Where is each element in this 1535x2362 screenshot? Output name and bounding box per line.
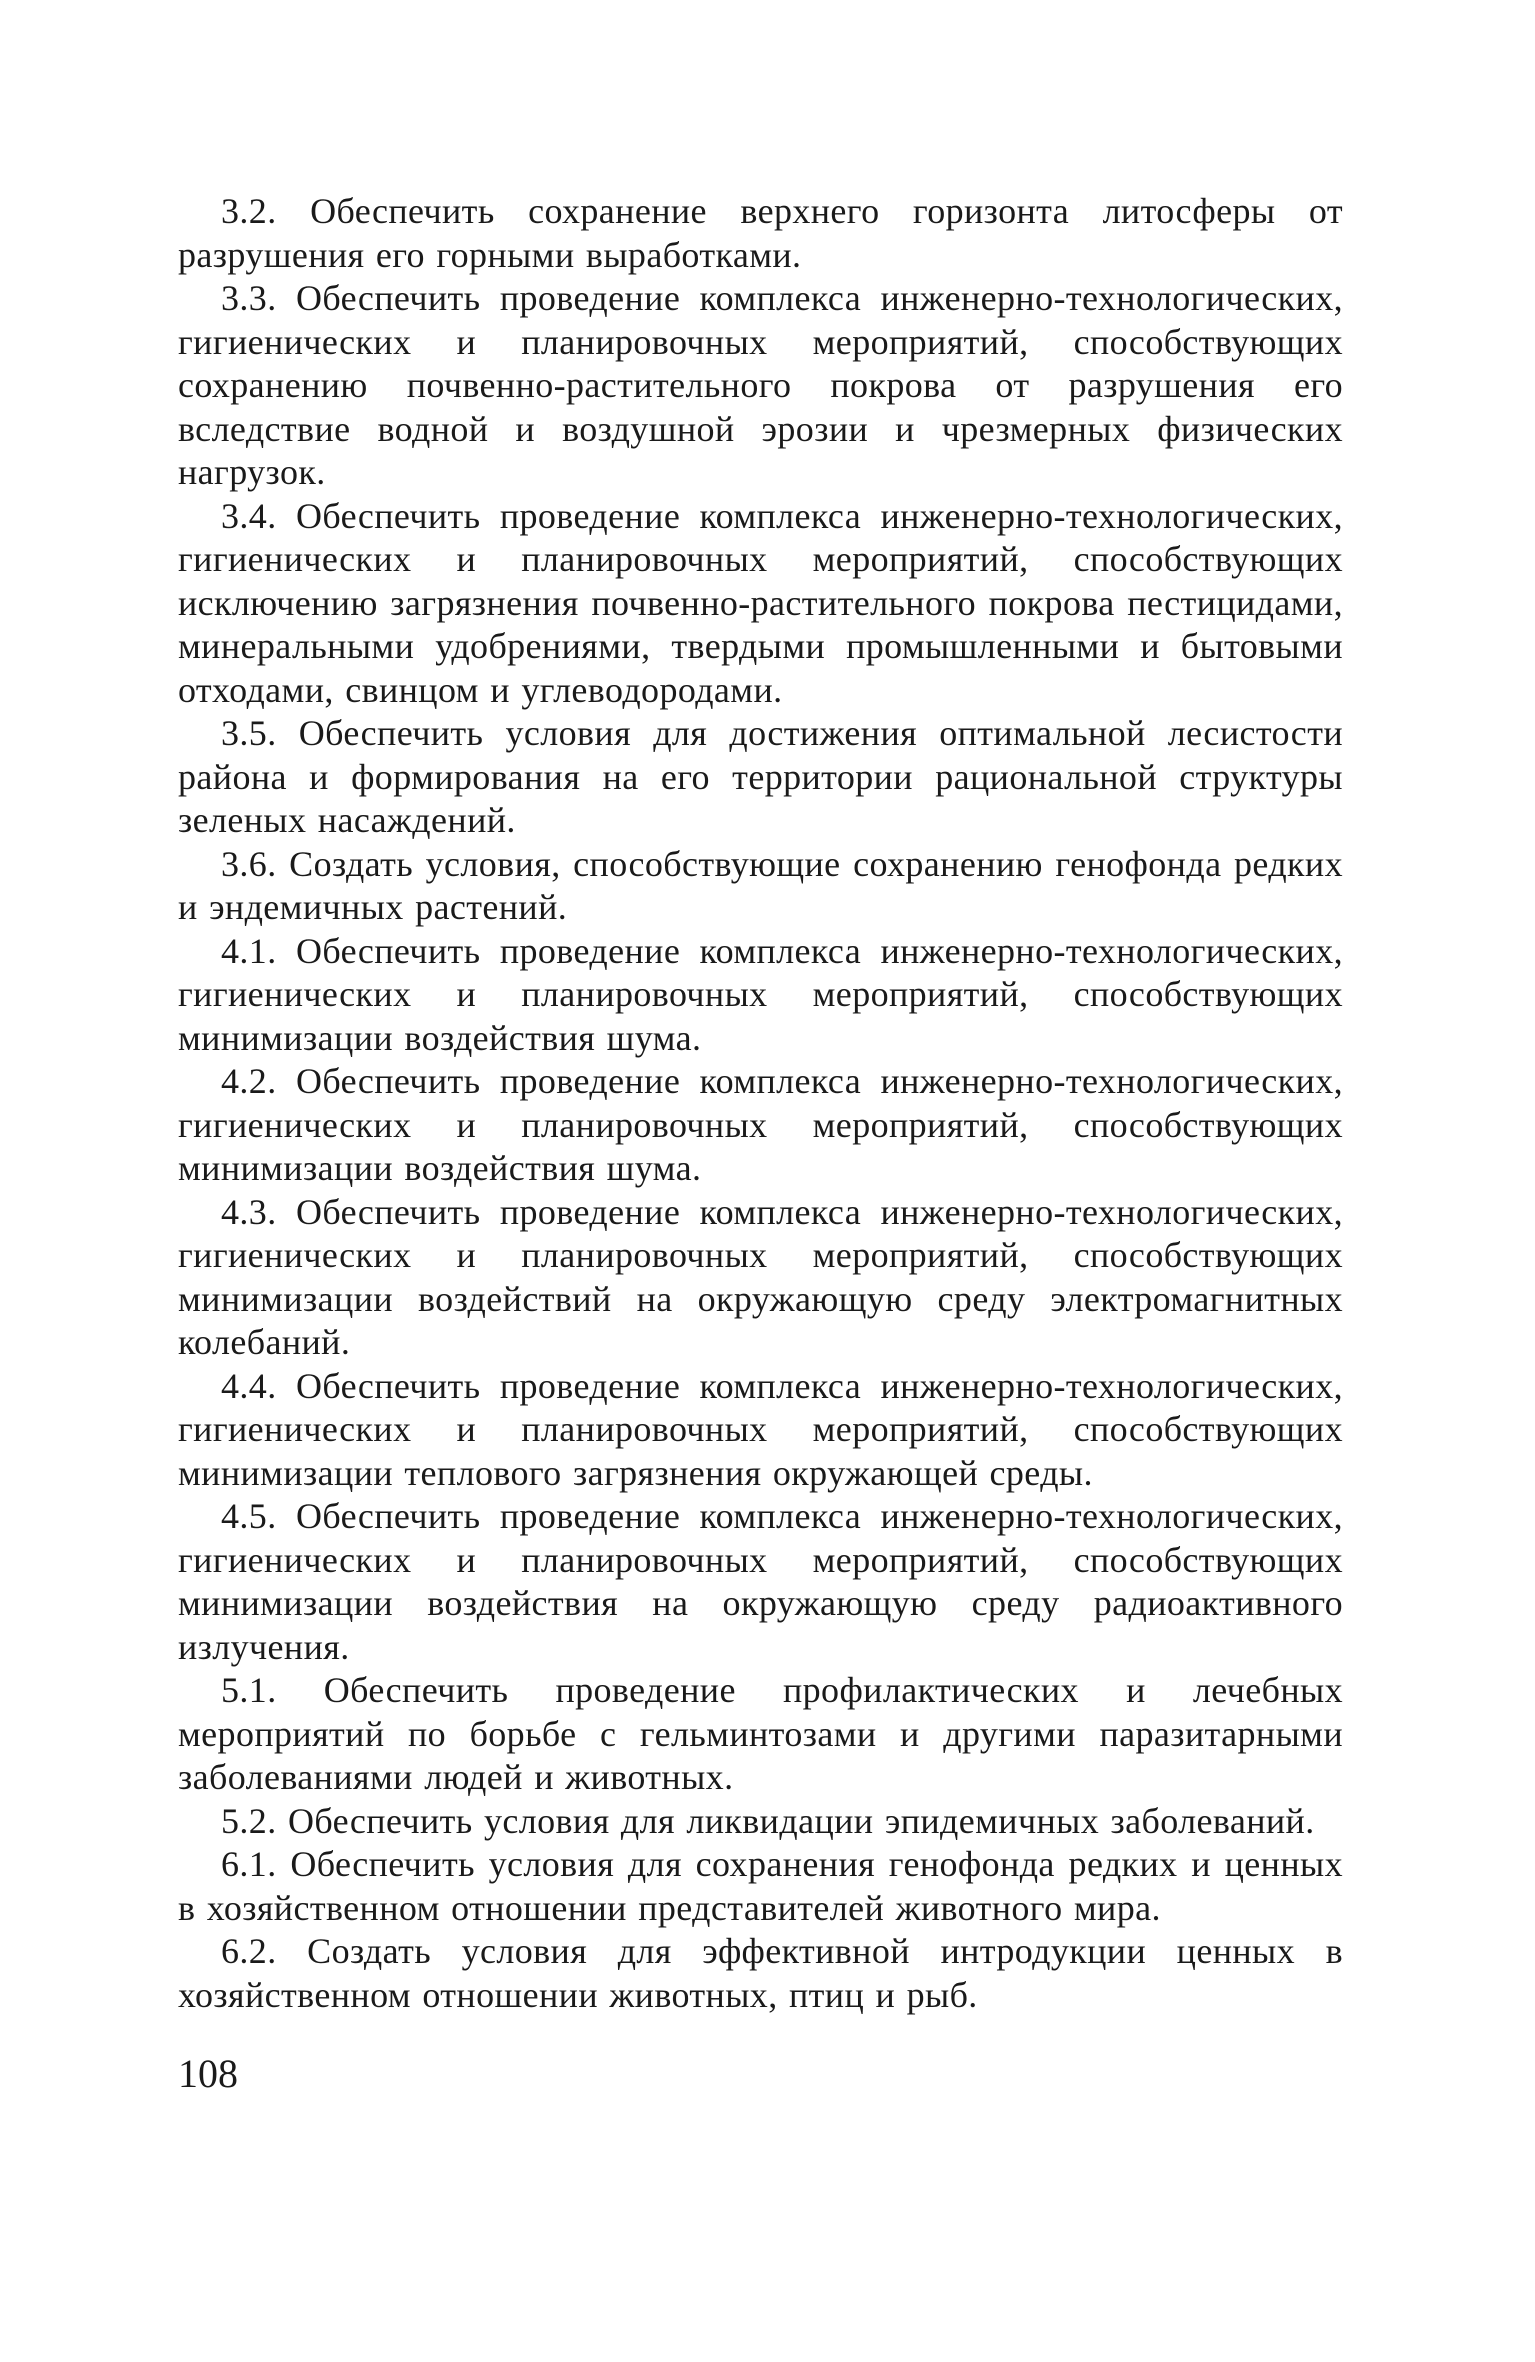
paragraph-4-5: 4.5. Обеспечить проведение комплекса инженерно-технологических, гигиенических и планировочных мероприятий, способствующих минимизации воздействия на окружающую среду радиоактивного излучения.	[178, 1496, 1343, 1667]
page-number: 108	[178, 2051, 238, 2096]
paragraph-5-2: 5.2. Обеспечить условия для ликвидации эпидемичных заболеваний.	[221, 1800, 1315, 1841]
paragraph-3-5: 3.5. Обеспечить условия для достижения оптимальной лесистости района и формирования на его территории рациональной структуры зеленых насаждений.	[178, 713, 1343, 840]
paragraph-4-4: 4.4. Обеспечить проведение комплекса инженерно-технологических, гигиенических и планировочных мероприятий, способствующих минимизации теплового загрязнения окружающей среды.	[178, 1365, 1343, 1493]
paragraph-3-2: 3.2. Обеспечить сохранение верхнего горизонта литосферы от разрушения его горными выработками.	[178, 191, 1343, 275]
paragraph-3-4: 3.4. Обеспечить проведение комплекса инженерно-технологических, гигиенических и планировочных мероприятий, способствующих исключению загрязнения почвенно-растительного покрова пестицидами, минеральными удобрениями, твердыми промышленными и бытовыми отходами, свинцом и углеводородами.	[178, 495, 1343, 710]
paragraph-4-1: 4.1. Обеспечить проведение комплекса инженерно-технологических, гигиенических и планировочных мероприятий, способствующих минимизации воздействия шума.	[178, 930, 1343, 1058]
paragraph-5-1: 5.1. Обеспечить проведение профилактических и лечебных мероприятий по борьбе с гельминтозами и другими паразитарными заболеваниями людей и животных.	[178, 1670, 1343, 1797]
paragraph-6-2: 6.2. Создать условия для эффективной интродукции ценных в хозяйственном отношении животных, птиц и рыб.	[178, 1931, 1343, 2015]
paragraph-6-1: 6.1. Обеспечить условия для сохранения генофонда редких и ценных в хозяйственном отношении представителей животного мира.	[178, 1844, 1343, 1928]
paragraph-3-6: 3.6. Создать условия, способствующие сохранению генофонда редких и эндемичных растений.	[178, 843, 1343, 927]
paragraph-4-3: 4.3. Обеспечить проведение комплекса инженерно-технологических, гигиенических и планировочных мероприятий, способствующих минимизации воздействий на окружающую среду электромагнитных колебаний.	[178, 1191, 1343, 1362]
paragraph-4-2: 4.2. Обеспечить проведение комплекса инженерно-технологических, гигиенических и планировочных мероприятий, способствующих минимизации воздействия шума.	[178, 1061, 1343, 1188]
document-body	[178, 190, 1343, 2017]
paragraph-3-3: 3.3. Обеспечить проведение комплекса инженерно-технологических, гигиенических и планировочных мероприятий, способствующих сохранению почвенно-растительного покрова от разрушения его вследствие водной и воздушной эрозии и чрезмерных физических нагрузок.	[178, 278, 1343, 492]
